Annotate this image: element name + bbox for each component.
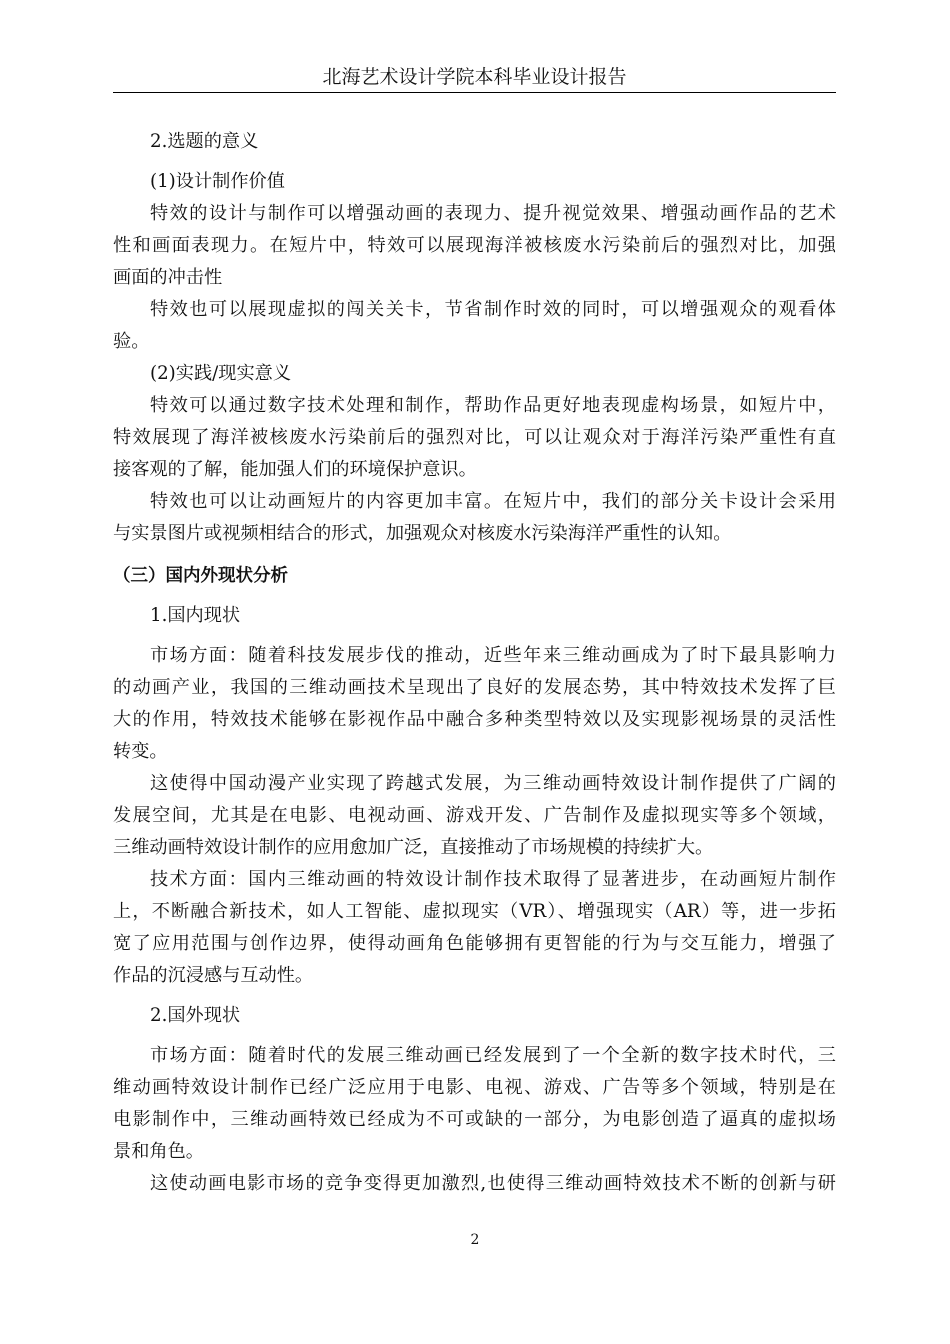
subsection-title: 1.国内现状 [150,605,241,626]
text-line: 景和角色。 [113,1141,204,1162]
text-line: 作品的沉浸感与互动性。 [113,965,314,986]
paragraph [113,1040,836,1168]
paragraph [113,390,836,486]
text-line: 特效也可以让动画短片的内容更加丰富。在短片中，我们的部分关卡设计会采用 [150,491,836,512]
paragraph [113,640,836,768]
text-line: 市场方面：随着科技发展步伐的推动，近些年来三维动画成为了时下最具影响力 [150,645,836,666]
text-line: 技术方面：国内三维动画的特效设计制作技术取得了显著进步，在动画短片制作 [150,869,836,890]
paragraph [113,294,836,358]
page-header: 北海艺术设计学院本科毕业设计报告 [113,64,836,93]
text-line: 电影制作中，三维动画特效已经成为不可或缺的一部分，为电影创造了逼真的虚拟场 [113,1109,836,1130]
paragraph [113,1168,836,1200]
text-line: 市场方面：随着时代的发展三维动画已经发展到了一个全新的数字技术时代，三 [150,1045,836,1066]
text-line: 特效的设计与制作可以增强动画的表现力、提升视觉效果、增强动画作品的艺术 [150,203,836,224]
paragraph [113,864,836,992]
text-line: 三维动画特效设计制作的应用愈加广泛，直接推动了市场规模的持续扩大。 [113,837,714,858]
page-number: 2 [470,1232,480,1248]
paragraph [113,768,836,864]
text-line: 宽了应用范围与创作边界，使得动画角色能够拥有更智能的行为与交互能力，增强了 [113,933,836,954]
section-heading: （三）国内外现状分析 [113,566,288,586]
subsection-title: 2.选题的意义 [150,131,259,152]
text-line: 上，不断融合新技术，如人工智能、虚拟现实（VR）、增强现实（AR）等，进一步拓 [113,901,836,922]
text-line: 特效可以通过数字技术处理和制作，帮助作品更好地表现虚构场景，如短片中， [150,395,836,416]
text-line: 转变。 [113,741,168,762]
text-line: 维动画特效设计制作已经广泛应用于电影、电视、游戏、广告等多个领域，特别是在 [113,1077,836,1098]
paragraph [113,486,836,550]
text-line: 验。 [113,331,150,352]
paragraph [113,198,836,294]
text-line: 性和画面表现力。在短片中，特效可以展现海洋被核废水污染前后的强烈对比，加强 [113,235,836,256]
document-body [113,126,836,1200]
text-line: 这使得中国动漫产业实现了跨越式发展，为三维动画特效设计制作提供了广阔的 [150,773,836,794]
text-line: 特效也可以展现虚拟的闯关关卡，节省制作时效的同时，可以增强观众的观看体 [150,299,836,320]
subsection-title: 2.国外现状 [150,1005,241,1026]
text-line: 发展空间，尤其是在电影、电视动画、游戏开发、广告制作及虚拟现实等多个领域， [113,805,836,826]
text-line: 特效展现了海洋被核废水污染前后的强烈对比，可以让观众对于海洋污染严重性有直 [113,427,836,448]
subsection-title: (2)实践/现实意义 [150,363,292,384]
text-line: 大的作用，特效技术能够在影视作品中融合多种类型特效以及实现影视场景的灵活性 [113,709,836,730]
text-line: 接客观的了解，能加强人们的环境保护意识。 [113,459,477,480]
text-line: 的动画产业，我国的三维动画技术呈现出了良好的发展态势，其中特效技术发挥了巨 [113,677,836,698]
text-line: 与实景图片或视频相结合的形式，加强观众对核废水污染海洋严重性的认知。 [113,523,732,544]
subsection-title: (1)设计制作价值 [150,171,285,192]
text-line: 画面的冲击性 [113,267,223,288]
text-line: 这使动画电影市场的竞争变得更加激烈,也使得三维动画特效技术不断的创新与研 [150,1173,836,1194]
